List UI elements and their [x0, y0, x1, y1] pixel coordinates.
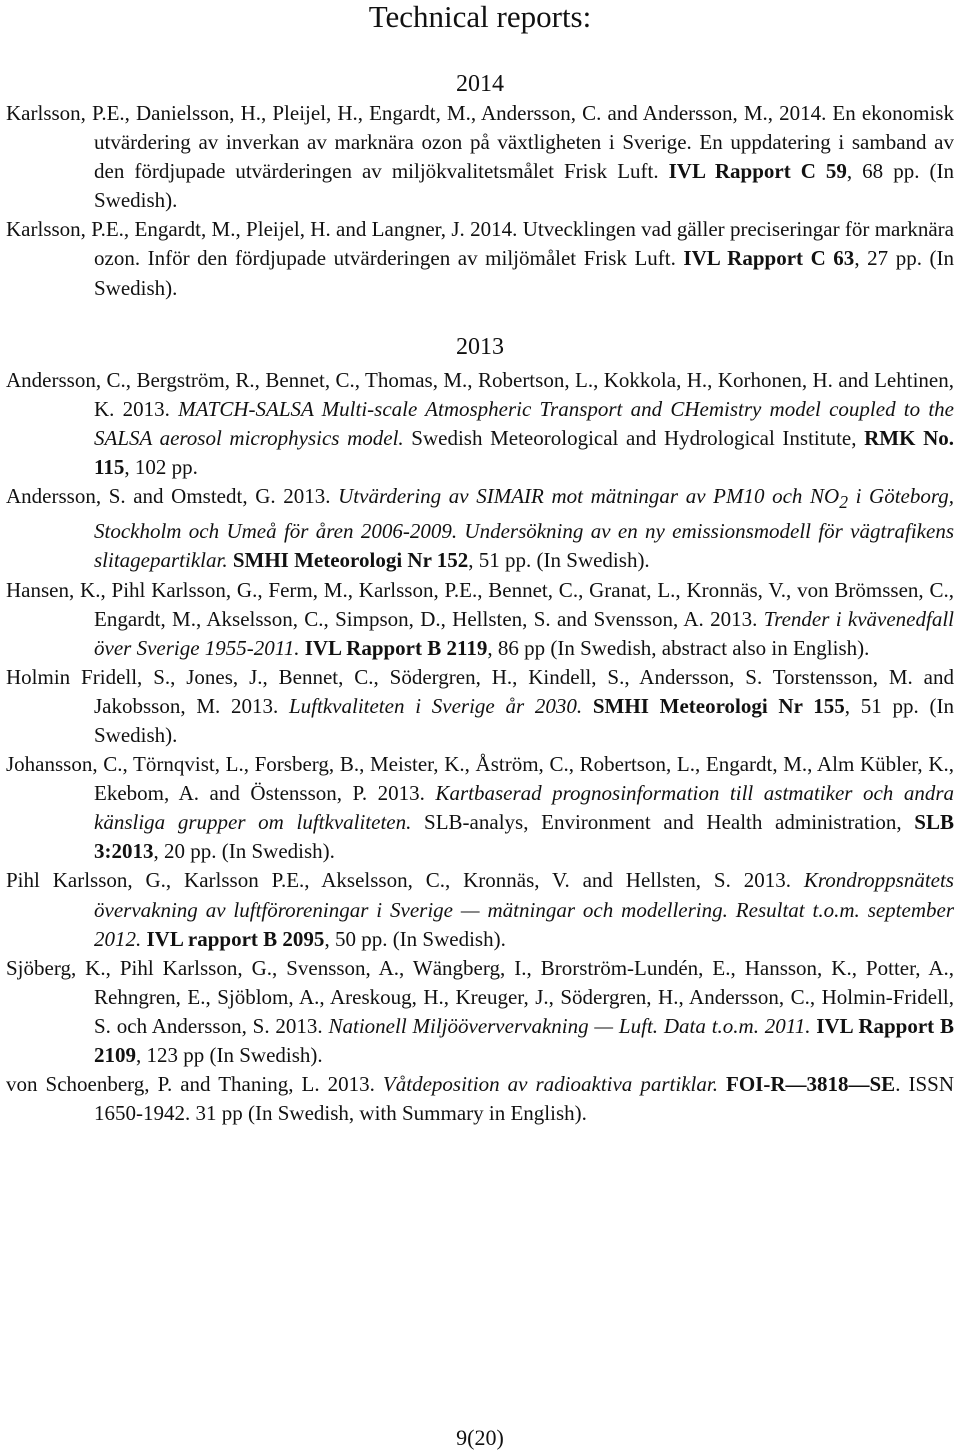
reference-entry — [6, 576, 954, 663]
year-heading-2013: 2013 — [456, 333, 504, 360]
reference-authors: Karlsson, P.E., Danielsson, H., Pleijel, H., Engardt, M., Andersson, C. and Andersson, M., 2014. — [6, 101, 827, 125]
reference-entry — [6, 366, 954, 482]
reference-tail: , 86 pp (In Swedish, abstract also in English). — [487, 635, 870, 660]
reference-entry — [6, 866, 954, 953]
reference-authors: Andersson, S. and Omstedt, G. 2013. — [6, 484, 331, 509]
reference-authors: Holmin Fridell, S., Jones, J., Bennet, C., Södergren, H., Kindell, S., Andersson, S. Torstensson, M. and Jakobsson, M. 2013. — [6, 664, 954, 718]
reference-title: Kartbaserad prognosinformation till astmatiker och andra känsliga grupper om luftkvaliteten. — [94, 781, 954, 835]
reference-authors: Hansen, K., Pihl Karlsson, G., Ferm, M., Karlsson, P.E., Bennet, C., Granat, L., Kronnäs, V., von Brömssen, C., Engardt, M., Akselsson, C., Simpson, D., Hellsten, S. and Svensson, A. 2013. — [6, 577, 954, 631]
reference-title: Våtdeposition av radioaktiva partiklar. — [374, 1072, 718, 1097]
reference-tail: , 51 pp. (In Swedish). — [94, 693, 954, 747]
reference-tail: , 50 pp. (In Swedish). — [324, 926, 506, 951]
reference-title: MATCH-SALSA Multi-scale Atmospheric Transport and CHemistry model coupled to the SALSA aerosol microphysics model. — [94, 396, 954, 450]
reference-title: Utvecklingen vad gäller preciseringar för marknära ozon. Inför den fördjupade utvärderingen av miljömålet Frisk Luft. — [94, 217, 954, 271]
reference-series: IVL Rapport C 63 — [675, 246, 855, 271]
reference-tail: , 123 pp (In Swedish). — [136, 1043, 323, 1067]
reference-series: SLB 3:2013 — [94, 810, 954, 864]
reference-series: IVL Rapport B 2109 — [94, 1013, 954, 1067]
reference-publisher: Swedish Meteorological and Hydrological Institute, — [403, 425, 857, 450]
reference-series: SMHI Meteorologi Nr 155 — [582, 693, 845, 718]
reference-series: FOI-R—3818—SE — [717, 1072, 896, 1097]
reference-tail: . ISSN 1650-1942. 31 pp (In Swedish, with Summary in English). — [94, 1072, 954, 1126]
reports-list — [6, 70, 954, 1128]
reference-tail: , 20 pp. (In Swedish). — [153, 839, 335, 864]
subscript: 2 — [839, 492, 848, 513]
reference-title: En ekonomisk utvärdering av inverkan av marknära ozon på växtligheten i Sverige. En uppdatering i samband av den fördjupade utvärderingen av miljökvalitetsmålet Frisk Luft. — [94, 101, 954, 184]
reference-title: Krondroppsnätets övervakning av luftföroreningar i Sverige — mätningar och modellering. Resultat t.o.m. september 2012. — [94, 868, 954, 951]
reference-title: Luftkvaliteten i Sverige år 2030. — [278, 693, 583, 718]
reference-series: SMHI Meteorologi Nr 152 — [227, 548, 469, 573]
reference-entry — [6, 99, 954, 215]
reference-title-part: Utvärdering av SIMAIR mot mätningar av PM10 och NO — [330, 484, 840, 509]
reference-title: Trender i kvävenedfall över Sverige 1955-2011. — [94, 606, 955, 660]
reference-entry — [6, 215, 954, 302]
reference-series: IVL Rapport C 59 — [658, 159, 847, 184]
reference-entry — [6, 750, 954, 866]
reference-authors: Karlsson, P.E., Engardt, M., Pleijel, H. and Langner, J. 2014. — [6, 217, 518, 242]
year-heading-2014: 2014 — [456, 71, 504, 97]
reference-entry — [6, 482, 954, 575]
page-number: 9(20) — [456, 1425, 504, 1450]
reference-title: Nationell Miljööververvakning — Luft. Data t.o.m. 2011. — [322, 1013, 811, 1038]
page-title: Technical reports: — [368, 0, 592, 34]
reference-series: RMK No. 115 — [94, 425, 954, 479]
reference-publisher: SLB-analys, Environment and Health administration, — [411, 810, 902, 835]
reference-entry — [6, 1070, 954, 1128]
reference-authors: von Schoenberg, P. and Thaning, L. 2013. — [6, 1072, 375, 1097]
reference-entry — [6, 663, 954, 750]
reference-entry — [6, 954, 954, 1070]
reference-tail: , 102 pp. — [124, 454, 198, 479]
reference-series: IVL rapport B 2095 — [141, 926, 325, 951]
reference-authors: Sjöberg, K., Pihl Karlsson, G., Svensson, A., Wängberg, I., Brorström-Lundén, E., Hansson, K., Potter, A., Rehngren, E., Sjöblom, A., Areskoug, H., Kreuger, J., Södergren, H., Andersson, C., Holmin-Fridell, S. och Andersson, S. 2013. — [6, 955, 954, 1038]
reference-series: IVL Rapport B 2119 — [299, 635, 488, 660]
reference-authors: Pihl Karlsson, G., Karlsson P.E., Akselsson, C., Kronnäs, V. and Hellsten, S. 2013. — [6, 868, 791, 893]
reference-tail: , 27 pp. (In Swedish). — [94, 246, 954, 300]
reference-tail: , 51 pp. (In Swedish). — [468, 548, 650, 573]
reference-authors: Andersson, C., Bergström, R., Bennet, C., Thomas, M., Robertson, L., Kokkola, H., Korhonen, H. and Lehtinen, K. 2013. — [6, 367, 954, 421]
reference-tail: , 68 pp. (In Swedish). — [94, 159, 954, 213]
reference-authors: Johansson, C., Törnqvist, L., Forsberg, B., Meister, K., Åström, C., Robertson, L., Engardt, M., Alm Kübler, K., Ekebom, A. and Östensson, P. 2013. — [6, 752, 954, 806]
reference-title-part: i Göteborg, Stockholm och Umeå för åren 2006-2009. Undersökning av en ny emissionsmodell för vägtrafikens slitagepartiklar. — [94, 484, 954, 573]
